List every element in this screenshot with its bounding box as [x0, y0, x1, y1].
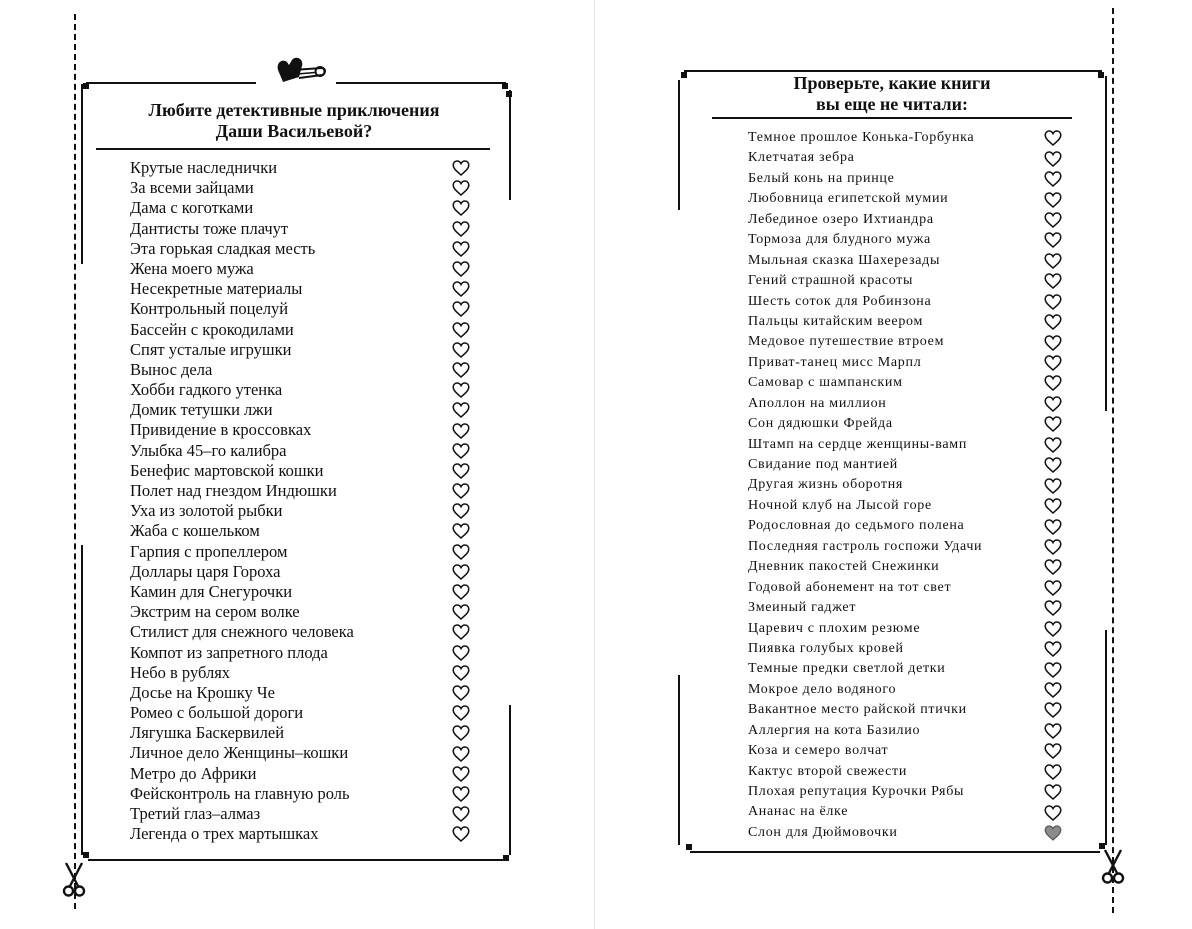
list-item	[130, 219, 475, 239]
cut-line-right	[1112, 8, 1114, 913]
heart-checkbox-icon[interactable]	[452, 443, 470, 459]
heart-checkbox-icon[interactable]	[1044, 437, 1062, 453]
heading-line-1: Любите детективные приключения	[148, 100, 440, 120]
list-item	[748, 435, 1068, 455]
heart-checkbox-icon[interactable]	[1044, 375, 1062, 391]
list-item	[748, 802, 1068, 822]
heart-checkbox-icon[interactable]	[452, 483, 470, 499]
book-title: Дантисты тоже плачут	[130, 218, 289, 238]
book-title: Любовница египетской мумии	[748, 191, 949, 207]
heart-checkbox-icon[interactable]	[1044, 621, 1062, 637]
book-title: Досье на Крошку Че	[130, 682, 275, 702]
list-item	[130, 804, 475, 824]
left-page-heading	[96, 100, 492, 142]
heart-checkbox-icon[interactable]	[452, 160, 470, 176]
list-item	[748, 128, 1068, 148]
heart-checkbox-icon[interactable]	[1044, 232, 1062, 248]
heading-rule	[96, 148, 490, 150]
list-item	[748, 455, 1068, 475]
heart-checkbox-icon[interactable]	[452, 423, 470, 439]
list-item	[748, 823, 1068, 843]
list-item	[130, 582, 475, 602]
list-item	[748, 414, 1068, 434]
list-item	[130, 743, 475, 763]
frame-right-lower	[509, 705, 511, 855]
book-title: Камин для Снегурочки	[130, 581, 293, 601]
list-item	[130, 542, 475, 562]
book-title: Годовой абонемент на тот свет	[748, 579, 952, 595]
list-item	[748, 210, 1068, 230]
frame-left-lower	[81, 545, 83, 855]
book-title: Штамп на сердце женщины-вамп	[748, 436, 968, 452]
heart-checkbox-icon[interactable]	[452, 180, 470, 196]
heart-checkbox-icon[interactable]	[1044, 212, 1062, 228]
heart-checkbox-icon[interactable]	[452, 544, 470, 560]
left-page	[0, 0, 595, 929]
list-item	[130, 764, 475, 784]
book-title: Несекретные материалы	[130, 279, 303, 299]
book-title: Плохая репутация Курочки Рябы	[748, 784, 965, 799]
heart-checkbox-icon[interactable]	[1044, 641, 1062, 657]
heart-checkbox-icon[interactable]	[452, 826, 470, 842]
frame-corner	[681, 72, 687, 78]
book-title: Самовар с шампанским	[748, 375, 903, 391]
list-item	[748, 741, 1068, 761]
heart-checkbox-icon[interactable]	[1044, 478, 1062, 494]
heart-checkbox-icon[interactable]	[452, 463, 470, 479]
heading-rule	[712, 117, 1072, 119]
book-title: Пиявка голубых кровей	[748, 640, 904, 656]
heart-with-safety-pin-icon	[275, 56, 327, 98]
book-title: Царевич с плохим резюме	[748, 620, 921, 636]
heart-checkbox-icon[interactable]	[452, 645, 470, 661]
frame-top-left	[86, 82, 256, 84]
frame-top-right	[336, 82, 506, 84]
frame-left-upper	[81, 84, 83, 264]
heart-checkbox-icon[interactable]	[1044, 764, 1062, 780]
book-title: Спят усталые игрушки	[130, 339, 292, 359]
heart-checkbox-icon[interactable]	[1044, 416, 1062, 432]
list-item	[748, 516, 1068, 536]
heart-checkbox-icon[interactable]	[452, 503, 470, 519]
list-item	[748, 598, 1068, 618]
heart-checkbox-icon[interactable]	[1044, 662, 1062, 678]
list-item	[130, 824, 475, 844]
book-title: Компот из запретного плода	[130, 642, 328, 662]
book-title: Аллергия на кота Базилио	[748, 722, 921, 738]
list-item	[130, 441, 475, 461]
book-title: Эта горькая сладкая месть	[130, 238, 316, 258]
scissors-icon	[61, 862, 87, 898]
list-item	[748, 557, 1068, 577]
heart-checkbox-icon[interactable]	[452, 523, 470, 539]
book-title: Лебединое озеро Ихтиандра	[748, 211, 934, 227]
book-title: Метро до Африки	[130, 763, 257, 783]
book-checklist-left	[130, 158, 475, 844]
list-item	[130, 340, 475, 360]
book-title: Коза и семеро волчат	[748, 743, 889, 759]
book-title: Мокрое дело водяного	[748, 681, 897, 697]
heart-checkbox-icon[interactable]	[1044, 682, 1062, 698]
list-item	[130, 784, 475, 804]
book-title: Лягушка Баскервилей	[130, 723, 285, 743]
heart-checkbox-icon[interactable]	[452, 786, 470, 802]
heart-checkbox-icon[interactable]	[1044, 151, 1062, 167]
list-item	[130, 461, 475, 481]
list-item	[130, 521, 475, 541]
list-item	[748, 721, 1068, 741]
heart-checkbox-icon[interactable]	[1044, 600, 1062, 616]
heart-checkbox-icon[interactable]	[1044, 171, 1062, 187]
book-title: Легенда о трех мартышках	[130, 824, 319, 844]
book-title: Ананас на ёлке	[748, 804, 849, 820]
heart-checkbox-icon[interactable]	[452, 200, 470, 216]
frame-top	[684, 70, 1102, 72]
book-title: Дама с коготками	[130, 198, 254, 218]
list-item	[748, 230, 1068, 250]
heart-checkbox-icon[interactable]	[452, 725, 470, 741]
book-title: Гарпия с пропеллером	[130, 541, 288, 561]
list-item	[748, 312, 1068, 332]
list-item	[130, 562, 475, 582]
list-item	[130, 643, 475, 663]
heart-checkbox-icon[interactable]	[452, 564, 470, 580]
book-title: Привидение в кроссовках	[130, 420, 312, 440]
frame-corner	[502, 83, 508, 89]
heart-checkbox-icon[interactable]	[1044, 580, 1062, 596]
heart-checkbox-icon[interactable]	[452, 362, 470, 378]
heart-checkbox-icon[interactable]	[452, 402, 470, 418]
heart-filled-icon[interactable]	[1044, 825, 1062, 841]
book-title: Стилист для снежного человека	[130, 622, 354, 642]
list-item	[748, 251, 1068, 271]
heart-checkbox-icon[interactable]	[452, 746, 470, 762]
frame-corner	[83, 83, 89, 89]
heart-checkbox-icon[interactable]	[452, 301, 470, 317]
list-item	[748, 475, 1068, 495]
book-title: Гений страшной красоты	[748, 273, 914, 289]
frame-left-lower	[678, 675, 680, 845]
book-title: Темное прошлое Конька-Горбунка	[748, 130, 975, 145]
list-item	[130, 420, 475, 440]
heart-checkbox-icon[interactable]	[1044, 559, 1062, 575]
list-item	[130, 279, 475, 299]
book-title: Дневник пакостей Снежинки	[748, 559, 940, 575]
book-title: Доллары царя Гороха	[130, 561, 281, 581]
book-title: Домик тетушки лжи	[130, 400, 273, 420]
heart-checkbox-icon[interactable]	[1044, 723, 1062, 739]
heart-checkbox-icon[interactable]	[1044, 396, 1062, 412]
list-item	[130, 622, 475, 642]
list-item	[130, 299, 475, 319]
frame-corner	[1098, 72, 1104, 78]
scissors-icon	[1100, 849, 1126, 885]
list-item	[748, 659, 1068, 679]
heading-line-2: вы еще не читали:	[815, 94, 968, 114]
list-item	[130, 501, 475, 521]
list-item	[130, 178, 475, 198]
book-title: Пальцы китайским веером	[748, 313, 924, 329]
book-title: За всеми зайцами	[130, 178, 254, 198]
book-title: Кактус второй свежести	[748, 763, 908, 779]
frame-corner	[686, 844, 692, 850]
list-item	[748, 537, 1068, 557]
heart-checkbox-icon[interactable]	[1044, 702, 1062, 718]
book-title: Уха из золотой рыбки	[130, 501, 283, 521]
frame-left-upper	[678, 80, 680, 210]
book-title: Личное дело Женщины–кошки	[130, 743, 349, 763]
list-item	[748, 680, 1068, 700]
heart-checkbox-icon[interactable]	[452, 221, 470, 237]
heart-checkbox-icon[interactable]	[452, 382, 470, 398]
list-item	[748, 292, 1068, 312]
heart-checkbox-icon[interactable]	[452, 766, 470, 782]
book-title: Змеиный гаджет	[748, 600, 857, 616]
book-title: Медовое путешествие втроем	[748, 334, 945, 350]
frame-bottom	[690, 851, 1100, 853]
book-title: Вакантное место райской птички	[748, 702, 967, 718]
book-title: Мыльная сказка Шахерезады	[748, 252, 941, 268]
list-item	[130, 683, 475, 703]
heart-checkbox-icon[interactable]	[452, 806, 470, 822]
heading-line-2: Даши Васильевой?	[215, 121, 373, 141]
list-item	[748, 332, 1068, 352]
book-title: Сон дядюшки Фрейда	[748, 416, 893, 432]
heart-checkbox-icon[interactable]	[452, 624, 470, 640]
frame-right-upper	[1105, 76, 1107, 411]
list-item	[748, 782, 1068, 802]
heart-checkbox-icon[interactable]	[452, 584, 470, 600]
list-item	[130, 320, 475, 340]
heart-checkbox-icon[interactable]	[452, 665, 470, 681]
book-title: Последняя гастроль госпожи Удачи	[748, 538, 983, 554]
heart-checkbox-icon[interactable]	[1044, 457, 1062, 473]
right-page-heading	[712, 73, 1072, 115]
heart-checkbox-icon[interactable]	[1044, 784, 1062, 800]
heart-checkbox-icon[interactable]	[1044, 539, 1062, 555]
book-title: Улыбка 45–го калибра	[130, 440, 287, 460]
list-item	[748, 619, 1068, 639]
book-checklist-right	[748, 128, 1068, 843]
list-item	[748, 169, 1068, 189]
list-item	[748, 639, 1068, 659]
heart-checkbox-icon[interactable]	[1044, 355, 1062, 371]
book-title: Бассейн с крокодилами	[130, 319, 294, 339]
book-title: Фейсконтроль на главную роль	[130, 783, 350, 803]
list-item	[130, 481, 475, 501]
list-item	[130, 663, 475, 683]
book-title: Приват-танец мисс Марпл	[748, 354, 922, 370]
book-title: Ночной клуб на Лысой горе	[748, 497, 932, 513]
book-title: Небо в рублях	[130, 662, 231, 682]
heart-checkbox-icon[interactable]	[1044, 335, 1062, 351]
heart-checkbox-icon[interactable]	[452, 685, 470, 701]
book-title: Ромео с большой дороги	[130, 703, 304, 723]
frame-corner	[503, 855, 509, 861]
list-item	[748, 373, 1068, 393]
list-item	[748, 762, 1068, 782]
book-title: Бенефис мартовской кошки	[130, 460, 324, 480]
book-title: Вынос дела	[130, 359, 213, 379]
book-title: Свидание под мантией	[748, 457, 898, 472]
heart-checkbox-icon[interactable]	[452, 342, 470, 358]
heart-checkbox-icon[interactable]	[1044, 273, 1062, 289]
heart-checkbox-icon[interactable]	[1044, 498, 1062, 514]
heading-line-1: Проверьте, какие книги	[793, 73, 991, 93]
list-item	[748, 700, 1068, 720]
book-title: Другая жизнь оборотня	[748, 477, 904, 493]
book-title: Экстрим на сером волке	[130, 602, 300, 622]
list-item	[130, 602, 475, 622]
heart-checkbox-icon[interactable]	[1044, 314, 1062, 330]
list-item	[130, 239, 475, 259]
book-title: Жаба с кошельком	[130, 521, 260, 541]
book-title: Аполлон на миллион	[748, 395, 887, 411]
list-item	[748, 271, 1068, 291]
book-title: Слон для Дюймовочки	[748, 824, 898, 840]
list-item	[130, 723, 475, 743]
heart-checkbox-icon[interactable]	[1044, 294, 1062, 310]
book-title: Третий глаз–алмаз	[130, 804, 261, 823]
frame-corner	[83, 852, 89, 858]
list-item	[130, 360, 475, 380]
book-title: Крутые наследнички	[130, 158, 278, 177]
book-title: Тормоза для блудного мужа	[748, 232, 931, 248]
heart-checkbox-icon[interactable]	[1044, 253, 1062, 269]
heart-checkbox-icon[interactable]	[1044, 192, 1062, 208]
heart-checkbox-icon[interactable]	[452, 281, 470, 297]
book-title: Контрольный поцелуй	[130, 299, 289, 319]
heart-checkbox-icon[interactable]	[452, 705, 470, 721]
list-item	[748, 148, 1068, 168]
list-item	[130, 380, 475, 400]
list-item	[748, 189, 1068, 209]
heart-checkbox-icon[interactable]	[1044, 805, 1062, 821]
heart-checkbox-icon[interactable]	[1044, 519, 1062, 535]
frame-corner	[506, 91, 512, 97]
book-title: Темные предки светлой детки	[748, 661, 946, 677]
book-title: Полет над гнездом Индюшки	[130, 481, 337, 500]
heart-checkbox-icon[interactable]	[1044, 743, 1062, 759]
list-item	[130, 158, 475, 178]
heart-checkbox-icon[interactable]	[452, 604, 470, 620]
list-item	[130, 198, 475, 218]
list-item	[748, 496, 1068, 516]
frame-right-lower	[1105, 630, 1107, 845]
cut-line-left	[74, 14, 76, 909]
heart-checkbox-icon[interactable]	[452, 261, 470, 277]
book-title: Клетчатая зебра	[748, 150, 855, 166]
book-title: Родословная до седьмого полена	[748, 518, 965, 534]
list-item	[130, 400, 475, 420]
list-item	[748, 578, 1068, 598]
heart-checkbox-icon[interactable]	[1044, 130, 1062, 146]
list-item	[130, 259, 475, 279]
list-item	[748, 353, 1068, 373]
book-title: Шесть соток для Робинзона	[748, 293, 932, 309]
list-item	[748, 394, 1068, 414]
list-item	[130, 703, 475, 723]
frame-bottom	[88, 859, 506, 861]
book-title: Белый конь на принце	[748, 170, 895, 186]
book-title: Жена моего мужа	[130, 258, 254, 278]
heart-checkbox-icon[interactable]	[452, 241, 470, 257]
frame-right-upper	[509, 90, 511, 200]
heart-checkbox-icon[interactable]	[452, 322, 470, 338]
book-title: Хобби гадкого утенка	[130, 380, 283, 400]
